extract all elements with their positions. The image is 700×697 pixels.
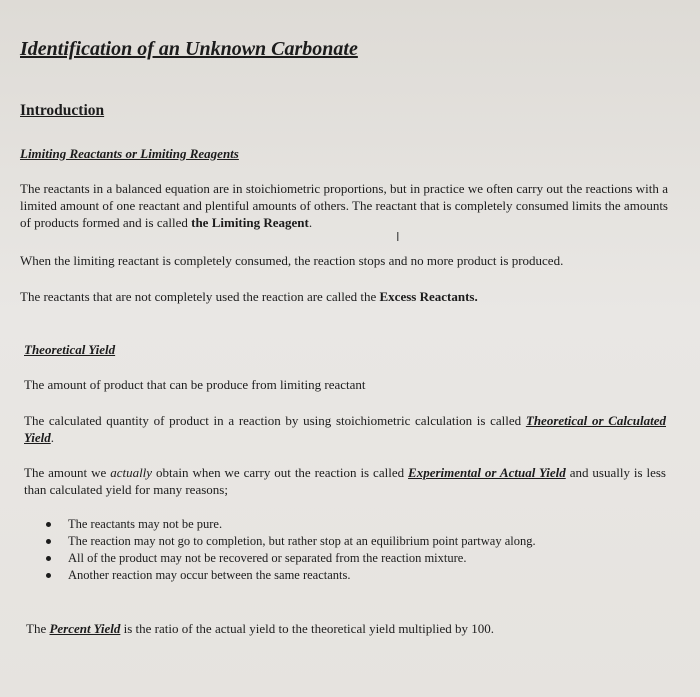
bullet-icon: [46, 522, 51, 527]
actual-yield-term: Experimental or Actual Yield: [408, 465, 566, 480]
percent-yield-term: Percent Yield: [49, 621, 121, 636]
calculated-yield-text: The calculated quantity of product in a reaction by using stoichiometric calculation is called: [24, 413, 526, 428]
limiting-reagent-term: the Limiting Reagent: [191, 215, 309, 230]
list-item: [42, 567, 536, 584]
theoretical-definition-paragraph: The amount of product that can be produce from limiting reactant: [24, 377, 366, 392]
document-title: Identification of an Unknown Carbonate: [20, 38, 358, 60]
list-item-text: The reactants may not be pure.: [68, 517, 223, 531]
calculated-yield-term: Theoretical or Calculated Yield: [24, 413, 666, 445]
limiting-consumed-paragraph: When the limiting reactant is completely consumed, the reaction stops and no more product is produced.: [20, 253, 564, 268]
limiting-reactants-subheading: Limiting Reactants or Limiting Reagents: [20, 146, 239, 161]
text-cursor-icon: I: [396, 230, 400, 244]
percent-yield-paragraph: [26, 620, 666, 637]
list-item-text: All of the product may not be recovered or separated from the reaction mixture.: [68, 551, 467, 565]
limiting-reagent-period: .: [308, 215, 313, 230]
list-item: [42, 550, 536, 567]
actual-yield-text-b: obtain when we carry out the reaction is called: [152, 465, 409, 480]
actual-yield-paragraph: [24, 464, 666, 498]
excess-reactants-paragraph: [20, 288, 670, 305]
list-item: [42, 516, 536, 533]
actual-yield-italic: actually: [110, 465, 153, 480]
excess-reactants-term: Excess Reactants.: [379, 289, 478, 304]
limiting-reagent-paragraph: [20, 180, 668, 231]
list-item-text: Another reaction may occur between the same reactants.: [68, 568, 351, 582]
calculated-yield-paragraph: [24, 412, 666, 446]
actual-yield-text-a: The amount we: [24, 465, 111, 480]
percent-yield-text-a: The: [26, 621, 50, 636]
bullet-icon: [46, 573, 51, 578]
theoretical-yield-subheading: Theoretical Yield: [24, 342, 116, 357]
percent-yield-text-b: is the ratio of the actual yield to the theoretical yield multiplied by 100.: [120, 621, 495, 636]
bullet-icon: [46, 539, 51, 544]
actual-yield-text-c: and usually is less than calculated yield for many reasons;: [24, 465, 666, 497]
reasons-list: [42, 516, 536, 584]
list-item-text: The reaction may not go to completion, but rather stop at an equilibrium point partway along.: [68, 534, 536, 548]
list-item: [42, 533, 536, 550]
bullet-icon: [46, 556, 51, 561]
calculated-yield-period: .: [50, 430, 54, 445]
introduction-heading: Introduction: [20, 102, 105, 119]
excess-reactants-text: The reactants that are not completely used the reaction are called the: [20, 289, 380, 304]
limiting-reagent-text: The reactants in a balanced equation are in stoichiometric proportions, but in practice we often carry out the reactions with a limited amount of one reactant and plentiful amounts of others. The reactant that is completely consumed limits the amounts of products formed and is called: [20, 181, 668, 230]
